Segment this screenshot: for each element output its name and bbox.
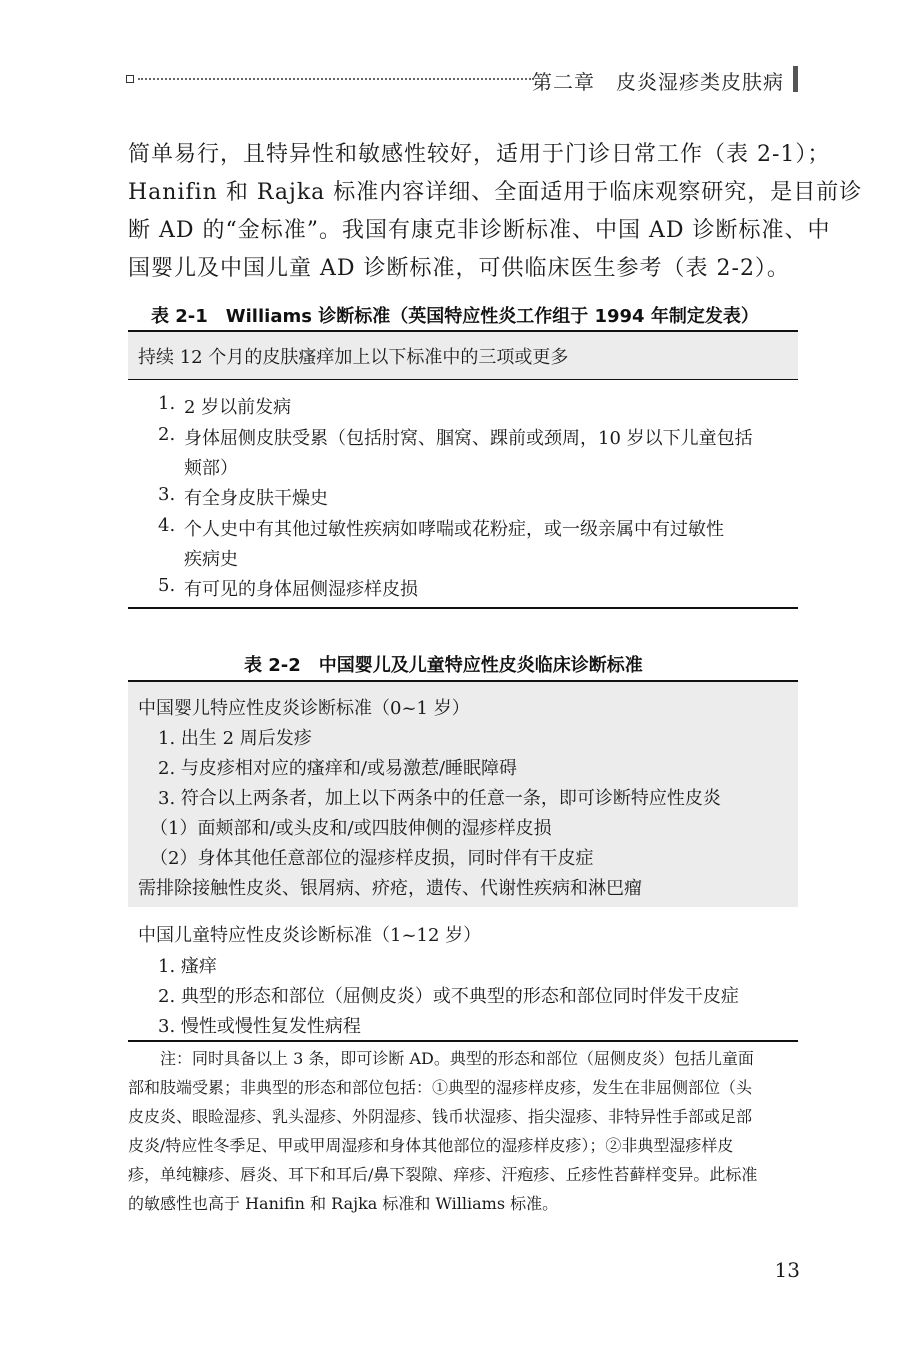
table1-item-continued: 颊部） [184,458,238,479]
paragraph-line: 简单易行，且特异性和敏感性较好，适用于门诊日常工作（表 2-1）； [128,142,831,167]
infant-criteria-item: 1. 出生 2 周后发疹 [158,728,312,749]
table1-caption: 表 2-1 Williams 诊断标准（英国特应性炎工作组于 1994 年制定发表） [151,306,759,327]
child-criteria-item: 2. 典型的形态和部位（屈侧皮炎）或不典型的形态和部位同时伴发干皮症 [158,986,739,1007]
header-square-icon [126,75,134,83]
table1-item: 有可见的身体屈侧湿疹样皮损 [184,579,418,600]
table2-note [128,1044,800,1218]
table2-caption: 表 2-2 中国婴儿及儿童特应性皮炎临床诊断标准 [244,655,643,676]
body-paragraph [128,136,863,288]
paragraph-line: Hanifin 和 Rajka 标准内容详细、全面适用于临床观察研究，是目前诊 [128,180,863,205]
child-criteria-item: 3. 慢性或慢性复发性病程 [158,1016,361,1037]
child-criteria-title: 中国儿童特应性皮炎诊断标准（1~12 岁） [138,925,482,946]
running-header [126,64,798,100]
chapter-title: 第二章 皮炎湿疹类皮肤病 [532,70,784,94]
infant-criteria-subitem: （1）面颊部和/或头皮和/或四肢伸侧的湿疹样皮损 [150,818,552,839]
table2-bottom-rule [128,1040,798,1042]
table1-item-num: 5. [158,575,176,596]
table1-item-continued: 疾病史 [184,549,238,570]
header-dotted-rule [138,78,534,80]
table1-item-num: 1. [158,393,176,414]
note-line: 注：同时具备以上 3 条，即可诊断 AD。典型的形态和部位（屈侧皮炎）包括儿童面 [128,1049,754,1068]
infant-criteria-item: 2. 与皮疹相对应的瘙痒和/或易激惹/睡眠障碍 [158,758,518,779]
note-line: 疹，单纯糠疹、唇炎、耳下和耳后/鼻下裂隙、痒疹、汗疱疹、丘疹性苔藓样变异。此标准 [128,1165,758,1184]
table1-item: 有全身皮肤干燥史 [184,488,328,509]
note-line: 的敏感性也高于 Hanifin 和 Rajka 标准和 Williams 标准。 [128,1194,559,1213]
header-bar [793,66,798,92]
child-criteria-item: 1. 瘙痒 [158,956,217,977]
page-number: 13 [774,1258,800,1282]
infant-criteria-title: 中国婴儿特应性皮炎诊断标准（0~1 岁） [138,698,470,719]
paragraph-line: 国婴儿及中国儿童 AD 诊断标准，可供临床医生参考（表 2-2）。 [128,256,790,281]
table1-header: 持续 12 个月的皮肤瘙痒加上以下标准中的三项或更多 [138,347,569,368]
table1-item: 2 岁以前发病 [184,397,292,418]
table1-item-num: 3. [158,484,176,505]
note-line: 皮炎/特应性冬季足、甲或甲周湿疹和身体其他部位的湿疹样皮疹）；②非典型湿疹样皮 [128,1136,734,1155]
table1-item: 身体屈侧皮肤受累（包括肘窝、腘窝、踝前或颈周，10 岁以下儿童包括 [184,428,753,449]
infant-exclusion: 需排除接触性皮炎、银屑病、疥疮，遗传、代谢性疾病和淋巴瘤 [138,878,642,899]
infant-criteria-item: 3. 符合以上两条者，加上以下两条中的任意一条，即可诊断特应性皮炎 [158,788,721,809]
paragraph-line: 断 AD 的“金标准”。我国有康克非诊断标准、中国 AD 诊断标准、中 [128,218,831,243]
table1-item-num: 2. [158,424,176,445]
table1-item-num: 4. [158,515,176,536]
infant-criteria-subitem: （2）身体其他任意部位的湿疹样皮损，同时伴有干皮症 [150,848,594,869]
note-line: 部和肢端受累；非典型的形态和部位包括：①典型的湿疹样皮疹，发生在非屈侧部位（头 [128,1078,753,1097]
table1-item: 个人史中有其他过敏性疾病如哮喘或花粉症，或一级亲属中有过敏性 [184,519,724,540]
table1-bottom-rule [128,607,798,609]
table1-header-rule [128,379,798,380]
note-line: 皮皮炎、眼睑湿疹、乳头湿疹、外阴湿疹、钱币状湿疹、指尖湿疹、非特异性手部或足部 [128,1107,753,1126]
